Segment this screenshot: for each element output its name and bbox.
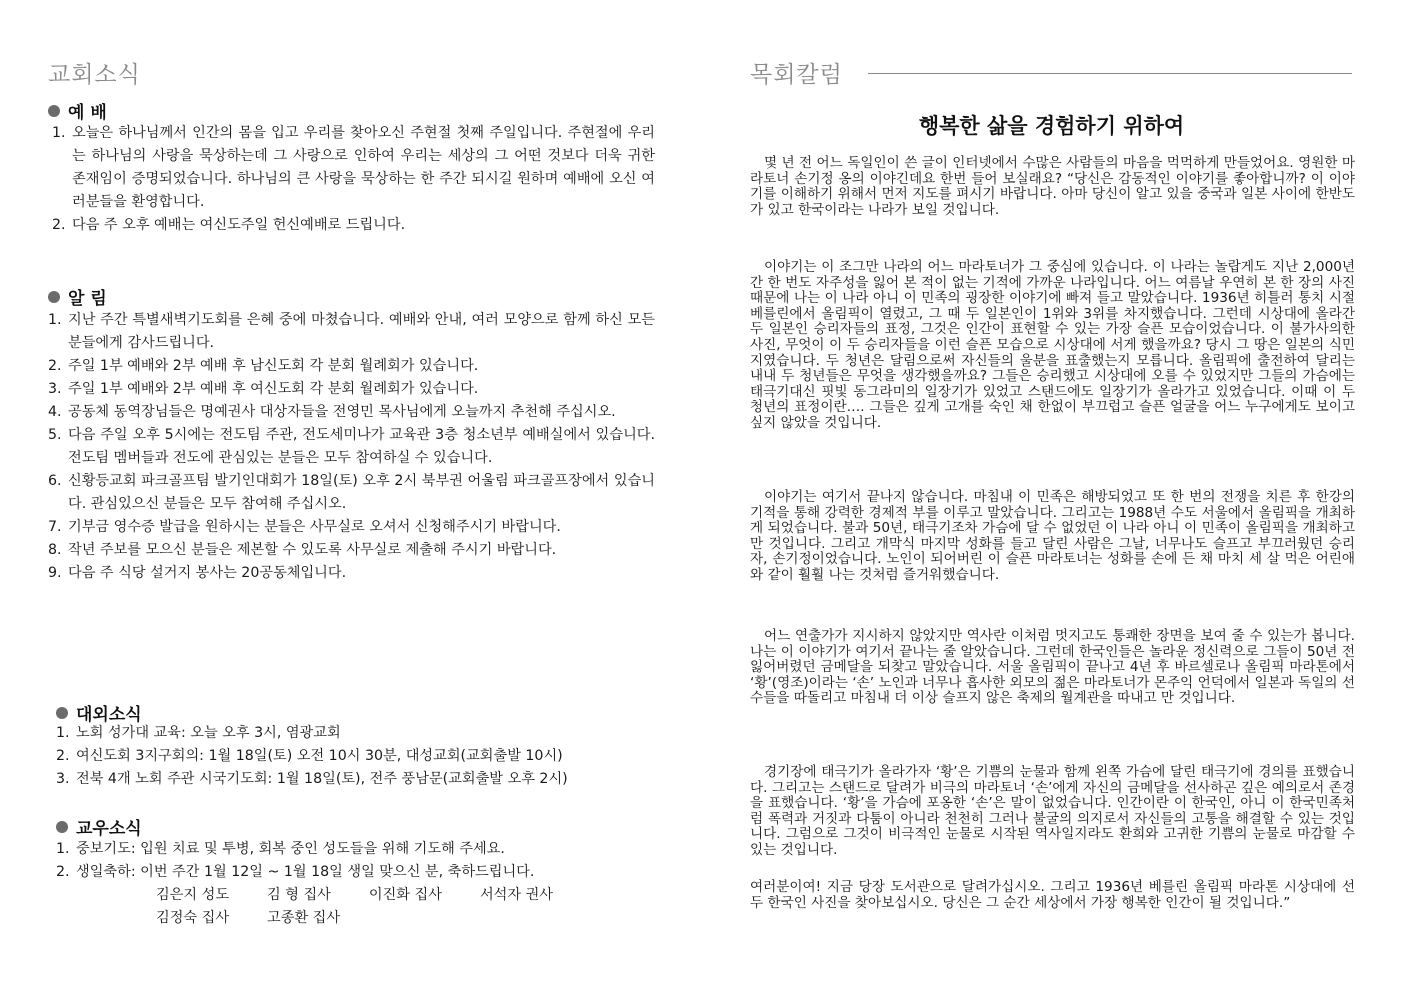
item-number: 4. [48, 404, 62, 420]
notice-list [48, 309, 655, 585]
header-rule [868, 73, 1352, 74]
pastor-column-header: 목회칼럼 [750, 62, 843, 88]
external-item-text: 여신도회 3지구회의: 1월 18일(토) 오전 10시 30분, 대성교회(교회출발 10시) [76, 748, 563, 764]
notice-item-text: 다음 주 식당 설거지 봉사는 20공동체입니다. [68, 565, 347, 581]
birthday-name: 고종환 집사 [267, 910, 341, 926]
column-paragraph: 이야기는 이 조그만 나라의 어느 마라토너가 그 중심에 있습니다. 이 나라는 놀랍게도 지난 2,000년간 한 번도 자주성을 잃어 본 적이 없는 기적에 가까운 나라입니다. 어느 여름날 우연히 본 한 장의 사진 때문에 나는 이 나라 아니 이 민족의 굉장한 이야기에 빠져 들고 말았습니다. 1936년 히틀러 통치 시절 베를린에서 올림픽이 열렸고, 그 때 두 일본인이 1위와 3위를 차지했습니다. 그런데 시상대에 올라간 두 일본인 승리자들의 표정, 그것은 인간이 표현할 수 있는 가장 슬픈 모습이었습니다. 이 불가사의한 사진, 무엇이 이 두 승리자들을 이런 슬픈 모습으로 시상대에 서게 했을까요? 당시 그 땅은 일본의 식민지였습니다. 두 청년은 달림으로써 자신들의 울분을 표출했는지 모릅니다. 올림픽에 출전하여 달리는 내내 두 청년들은 무엇을 생각했을까요? 그들은 승리했고 시상대에 오를 수 있었지만 그들의 가슴에는 태극기대신 핏빛 동그라미의 일장기가 있었고 스탠드에도 일장기가 올라가고 있었습니다. 이때 이 두 청년의 표정이란…. 그들은 깊게 고개를 숙인 채 한없이 부끄럽고 슬픈 얼굴을 어느 누구에게도 보이고 싶지 않았을 것입니다. [750, 259, 1355, 431]
external-title: 대외소식 [76, 705, 142, 725]
column-paragraph: 경기장에 태극기가 올라가자 ‘황’은 기쁨의 눈물과 함께 왼쪽 가슴에 달린 태극기에 경의를 표했습니다. 그리고는 스탠드로 달려가 비극의 마라토너 ‘손’에게 자신의 금메달을 선사하곤 깊은 예의로서 존경을 표했습니다. ‘황’을 가슴에 포옹한 ‘손’은 말이 없었습니다. 인간이란 이 한국인, 아니 이 한국민족처럼 폭력과 거짓과 다툼이 아니라 천천히 그러나 불굴의 의지로서 자신들의 고통을 해결할 수 있는 것입니다. 그럼으로 그것이 비극적인 눈물로 시작된 역사일지라도 환희와 고귀한 기쁨의 눈물로 마감할 수 있는 것입니다. [750, 764, 1355, 858]
item-number: 3. [48, 381, 62, 397]
item-number: 1. [52, 125, 66, 141]
notice-item-text: 작년 주보를 모으신 분들은 제본할 수 있도록 사무실로 제출해 주시기 바랍니다. [68, 542, 557, 558]
notice-title: 알 림 [68, 289, 107, 309]
bullet-icon [48, 105, 60, 117]
list-item [52, 214, 655, 237]
item-number: 2. [52, 217, 66, 233]
worship-item-text: 오늘은 하나님께서 인간의 몸을 입고 우리를 찾아오신 주현절 첫째 주일입니다. 주현절에 우리는 하나님의 사랑을 묵상하는데 그 사랑으로 인하여 우리는 세상의 그 어떤 것보다 더욱 귀한 존재임이 증명되었습니다. 하나님의 큰 사랑을 묵상하는 한 주간 되시길 원하며 예배에 오신 여러분들을 환영합니다. [72, 125, 655, 210]
members-item-text: 중보기도: 입원 치료 및 투병, 회복 중인 성도들을 위해 기도해 주세요. [76, 841, 505, 857]
bullet-icon [56, 707, 68, 719]
birthday-name: 서석자 권사 [479, 887, 553, 903]
list-item [48, 424, 655, 470]
list-item [56, 722, 676, 745]
notice-item-text: 주일 1부 예배와 2부 예배 후 남신도회 각 분회 월례회가 있습니다. [68, 358, 479, 374]
birthday-name: 김 형 집사 [267, 887, 331, 903]
item-number: 5. [48, 427, 62, 443]
item-number: 2. [56, 864, 70, 880]
bullet-icon [56, 821, 68, 833]
item-number: 1. [56, 841, 70, 857]
list-item [52, 122, 655, 214]
notice-item-text: 다음 주일 오후 5시에는 전도팀 주관, 전도세미나가 교육관 3층 청소년부 예배실에서 있습니다. 전도팀 멤버들과 전도에 관심있는 분들은 모두 참여하실 수 있습니다. [68, 427, 655, 466]
item-number: 1. [56, 725, 70, 741]
item-number: 3. [56, 771, 70, 787]
list-item [48, 539, 655, 562]
item-number: 9. [48, 565, 62, 581]
members-item-text: 생일축하: 이번 주간 1월 12일 ~ 1월 18일 생일 맞으신 분, 축하드립니다. [76, 864, 535, 880]
item-number: 1. [48, 312, 62, 328]
list-item [48, 378, 655, 401]
birthday-name: 김은지 성도 [156, 887, 230, 903]
notice-item-text: 기부금 영수증 발급을 원하시는 분들은 사무실로 오셔서 신청해주시기 바랍니다. [68, 519, 561, 535]
item-number: 2. [48, 358, 62, 374]
members-title: 교우소식 [76, 819, 142, 839]
column-paragraph: 여러분이여! 지금 당장 도서관으로 달려가십시오. 그리고 1936년 베를린 올림픽 마라톤 시상대에 선 두 한국인 사진을 찾아보십시오. 당신은 그 순간 세상에서 가장 행복한 인간이 될 것입니다.” [750, 879, 1355, 911]
worship-list [52, 122, 655, 237]
list-item [48, 355, 655, 378]
birthday-name: 김정숙 집사 [156, 910, 230, 926]
list-item [48, 309, 655, 355]
notice-item-text: 공동체 동역장님들은 명예권사 대상자들을 전영민 목사님에게 오늘까지 추천해 주십시오. [68, 404, 616, 420]
item-number: 7. [48, 519, 62, 535]
column-title: 행복한 삶을 경험하기 위하여 [918, 114, 1185, 138]
external-item-text: 전북 4개 노회 주관 시국기도회: 1월 18일(토), 전주 풍남문(교회출발 오후 2시) [76, 771, 568, 787]
list-item [56, 745, 676, 768]
item-number: 8. [48, 542, 62, 558]
notice-item-text: 지난 주간 특별새벽기도회를 은혜 중에 마쳤습니다. 예배와 안내, 여러 모양으로 함께 하신 모든 분들에게 감사드립니다. [68, 312, 655, 351]
list-item [48, 516, 655, 539]
members-heading [56, 814, 142, 839]
list-item [56, 861, 676, 884]
worship-title: 예 배 [68, 103, 107, 123]
worship-item-text: 다음 주 오후 예배는 여신도주일 헌신예배로 드립니다. [72, 217, 406, 233]
column-paragraph: 이야기는 여기서 끝나지 않습니다. 마침내 이 민족은 해방되었고 또 한 번의 전쟁을 치른 후 한강의 기적을 통해 강력한 경제적 부를 이루고 말았습니다. 그리고는 1988년 수도 서울에서 올림픽을 개최하게 되었습니다. 불과 50년, 태극기조차 가슴에 달 수 없었던 이 나라 아니 이 민족이 올림픽을 개최하고만 것입니다. 그리고 개막식 마지막 성화를 들고 달린 사람은 그날, 너무나도 슬프고 부끄러웠던 승리자, 손기정이었습니다. 노인이 되어버린 이 슬픈 마라토너는 성화를 손에 든 채 마치 세 살 먹은 어린애와 같이 훨훨 나는 것처럼 즐거워했습니다. [750, 489, 1355, 583]
list-item [48, 562, 655, 585]
list-item [48, 470, 655, 516]
list-item [56, 838, 676, 861]
birthday-name: 이진화 집사 [368, 887, 442, 903]
worship-heading [48, 98, 107, 123]
list-item [48, 401, 655, 424]
notice-item-text: 주일 1부 예배와 2부 예배 후 여신도회 각 분회 월례회가 있습니다. [68, 381, 479, 397]
external-list [56, 722, 676, 791]
notice-item-text: 신황등교회 파크골프팀 발기인대회가 18일(토) 오후 2시 북부권 어울림 파크골프장에서 있습니다. 관심있으신 분들은 모두 참여해 주십시오. [68, 473, 655, 512]
birthday-names-row [156, 907, 378, 930]
bullet-icon [48, 291, 60, 303]
item-number: 2. [56, 748, 70, 764]
church-news-header: 교회소식 [48, 62, 141, 88]
column-paragraph: 어느 연출가가 지시하지 않았지만 역사란 이처럼 멋지고도 통쾌한 장면을 보여 줄 수 있는가 봅니다. 나는 이 이야기가 여기서 끝나는 줄 알았습니다. 그런데 한국인들은 놀라운 정신력으로 그들이 50년 전 잃어버렸던 금메달을 되찾고 말았습니다. 서울 올림픽이 끝나고 4년 후 바르셀로나 올림픽 마라톤에서 ‘황’(영조)이라는 ‘손’ 노인과 너무나 흡사한 외모의 젊은 마라토너가 몬주익 언덕에서 일본과 독일의 선수들을 따돌리고 마침내 더 이상 슬프지 않은 축제의 월계관을 따내고 만 것입니다. [750, 628, 1356, 707]
members-list [56, 838, 676, 884]
birthday-names-row [156, 884, 591, 907]
column-paragraph: 몇 년 전 어느 독일인이 쓴 글이 인터넷에서 수많은 사람들의 마음을 먹먹하게 만들었어요. 영원한 마라토너 손기정 옹의 이야긴데요 한번 들어 보실래요? “당신은 감동적인 이야기를 좋아합니까? 이 이야기를 이해하기 위해서 먼저 지도를 펴시기 바랍니다. 아마 당신이 알고 있을 중국과 일본 사이에 한반도가 있고 한국이라는 나라가 보일 것입니다. [750, 155, 1355, 218]
external-item-text: 노회 성가대 교육: 오늘 오후 3시, 염광교회 [76, 725, 341, 741]
list-item [56, 768, 676, 791]
notice-heading [48, 284, 107, 309]
item-number: 6. [48, 473, 62, 489]
